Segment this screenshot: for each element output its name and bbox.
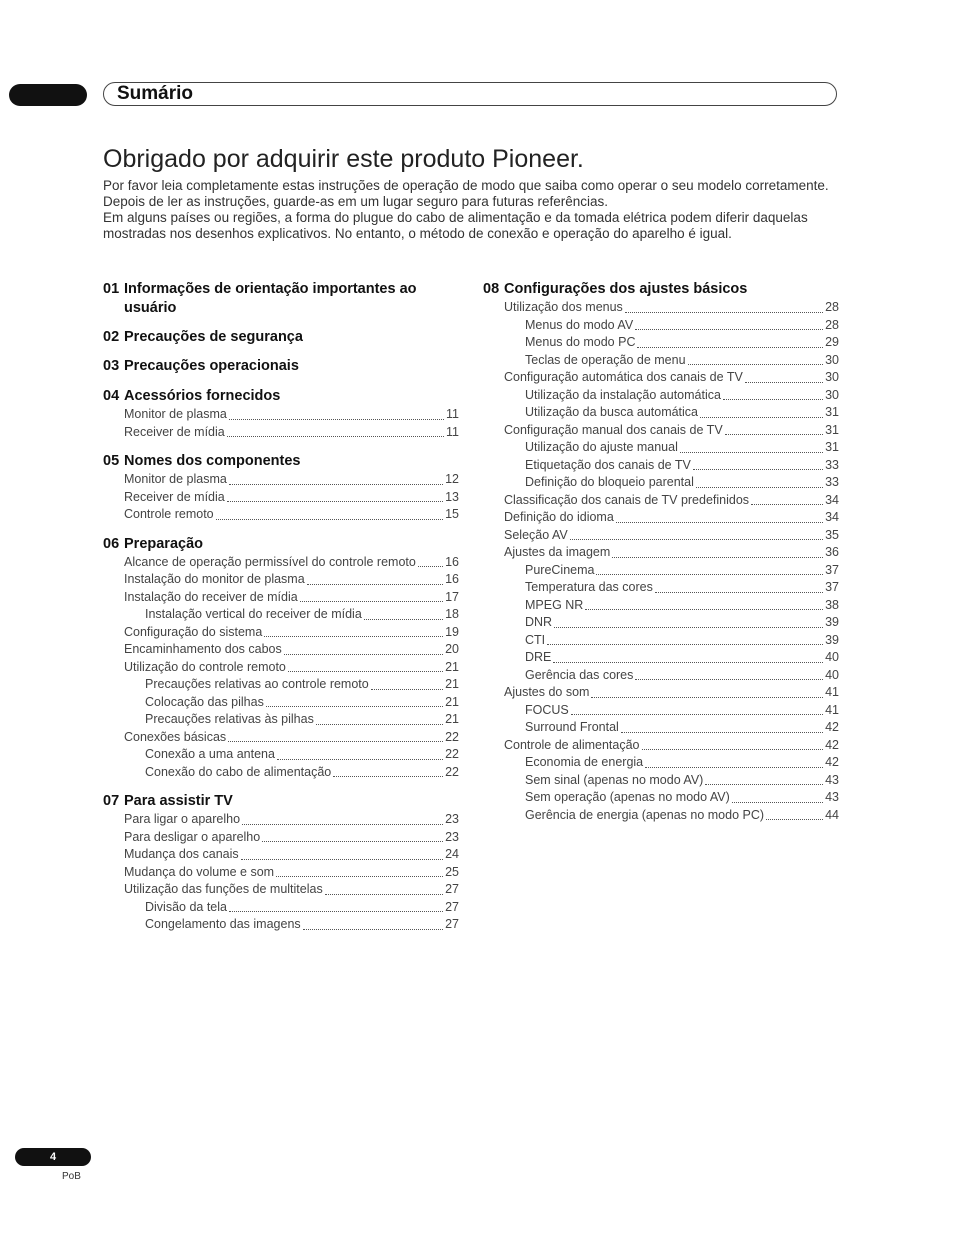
dot-leader bbox=[307, 583, 443, 585]
chapter-tab bbox=[9, 84, 87, 106]
toc-entry-page: 33 bbox=[825, 457, 839, 472]
page-title: Obrigado por adquirir este produto Pioneer. bbox=[103, 145, 584, 173]
toc-entry-label: Definição do bloqueio parental bbox=[525, 475, 694, 489]
toc-entry[interactable] bbox=[483, 719, 839, 737]
dot-leader bbox=[585, 608, 823, 610]
dot-leader bbox=[277, 758, 443, 760]
toc-entry-page: 43 bbox=[825, 790, 839, 804]
dot-leader bbox=[229, 483, 443, 485]
toc-entry[interactable] bbox=[483, 387, 839, 405]
toc-entry-page: 40 bbox=[825, 650, 839, 664]
dot-leader bbox=[554, 626, 823, 628]
toc-entry-page: 11 bbox=[446, 424, 459, 439]
toc-entry[interactable] bbox=[483, 527, 839, 545]
toc-section-07 bbox=[103, 792, 459, 934]
toc-entry-page: 33 bbox=[825, 475, 839, 489]
section-heading[interactable] bbox=[103, 387, 459, 406]
toc-entry-page: 36 bbox=[825, 545, 839, 559]
dot-leader bbox=[216, 518, 443, 520]
toc-entry[interactable] bbox=[483, 439, 839, 457]
toc-entry-page: 21 bbox=[445, 677, 459, 691]
dot-leader bbox=[266, 705, 443, 707]
toc-entry-label: Congelamento das imagens bbox=[145, 917, 301, 931]
toc-entry-page: 28 bbox=[825, 317, 839, 332]
toc-entry-label: Instalação vertical do receiver de mídia bbox=[145, 607, 362, 621]
toc-entry[interactable] bbox=[103, 471, 459, 489]
toc-entry-label: Etiquetação dos canais de TV bbox=[525, 457, 691, 472]
dot-leader bbox=[616, 521, 823, 523]
toc-entry-label: Teclas de operação de menu bbox=[525, 352, 686, 367]
toc-entry[interactable] bbox=[483, 474, 839, 492]
toc-entry[interactable] bbox=[103, 624, 459, 642]
toc-entry-page: 31 bbox=[825, 405, 839, 419]
dot-leader bbox=[229, 418, 444, 420]
dot-leader bbox=[371, 688, 443, 690]
toc-entry-page: 43 bbox=[825, 772, 839, 787]
toc-entry-label: Utilização das funções de multitelas bbox=[124, 882, 323, 896]
toc-entry[interactable] bbox=[483, 702, 839, 720]
dot-leader bbox=[284, 653, 443, 655]
dot-leader bbox=[591, 696, 823, 698]
toc-entry-label: Receiver de mídia bbox=[124, 489, 225, 504]
dot-leader bbox=[264, 635, 443, 637]
toc-entry-page: 22 bbox=[445, 729, 459, 744]
toc-entry-label: MPEG NR bbox=[525, 597, 584, 612]
dot-leader bbox=[262, 840, 443, 842]
toc-entry-page: 16 bbox=[445, 572, 459, 586]
toc-entry[interactable] bbox=[483, 667, 839, 685]
toc-entry[interactable] bbox=[483, 807, 839, 825]
section-title: Para assistir TV bbox=[124, 793, 233, 809]
toc-entry-label: Configuração do sistema bbox=[124, 624, 263, 639]
toc-entry-label: Conexões básicas bbox=[124, 729, 227, 744]
dot-leader bbox=[732, 801, 823, 803]
toc-entry[interactable] bbox=[103, 489, 459, 507]
dot-leader bbox=[364, 618, 443, 620]
toc-entry-label: Ajustes da imagem bbox=[504, 545, 611, 559]
toc-entry[interactable] bbox=[103, 406, 459, 424]
toc-entry-label: Divisão da tela bbox=[145, 899, 227, 914]
toc-entry-page: 25 bbox=[445, 864, 459, 879]
toc-entry[interactable] bbox=[103, 764, 459, 782]
toc-entry[interactable] bbox=[103, 746, 459, 764]
dot-leader bbox=[242, 823, 443, 825]
toc-entry[interactable] bbox=[103, 676, 459, 694]
toc-entry-label: Alcance de operação permissível do controle remoto bbox=[124, 554, 416, 569]
toc-entry[interactable] bbox=[483, 579, 839, 597]
toc-entry[interactable] bbox=[483, 649, 839, 667]
dot-leader bbox=[680, 451, 823, 453]
section-number: 06 bbox=[103, 535, 120, 552]
toc-entry-page: 23 bbox=[445, 829, 459, 844]
toc-entry-label: Mudança dos canais bbox=[124, 847, 239, 861]
dot-leader bbox=[596, 573, 823, 575]
section-title: Nomes dos componentes bbox=[124, 453, 301, 469]
dot-leader bbox=[645, 766, 823, 768]
toc-entry[interactable] bbox=[483, 352, 839, 370]
section-number: 08 bbox=[483, 281, 500, 297]
toc-entry-label: Precauções relativas às pilhas bbox=[145, 712, 314, 726]
toc-entry[interactable] bbox=[103, 811, 459, 829]
toc-entry-label: Utilização da instalação automática bbox=[525, 387, 721, 402]
toc-entry[interactable] bbox=[483, 754, 839, 772]
section-number: 04 bbox=[103, 388, 120, 404]
dot-leader bbox=[229, 910, 443, 912]
toc-entry[interactable] bbox=[103, 606, 459, 624]
toc-entry-label: Seleção AV bbox=[504, 527, 568, 542]
toc-entry[interactable] bbox=[483, 317, 839, 335]
toc-section-06 bbox=[103, 535, 459, 782]
dot-leader bbox=[227, 435, 444, 437]
toc-entry-label: Conexão do cabo de alimentação bbox=[145, 764, 332, 779]
dot-leader bbox=[303, 928, 443, 930]
toc-entry-label: Ajustes do som bbox=[504, 685, 590, 699]
section-number: 01 bbox=[103, 281, 120, 297]
toc-entry[interactable] bbox=[483, 404, 839, 422]
dot-leader bbox=[333, 775, 443, 777]
toc-entry-label: Gerência de energia (apenas no modo PC) bbox=[525, 807, 765, 822]
toc-entry-page: 41 bbox=[825, 685, 839, 699]
toc-entry-label: Sem sinal (apenas no modo AV) bbox=[525, 772, 704, 787]
toc-entry-page: 17 bbox=[445, 589, 459, 604]
toc-entry-label: Utilização do ajuste manual bbox=[525, 440, 678, 454]
toc-entry-page: 30 bbox=[825, 387, 839, 402]
toc-entry-page: 18 bbox=[445, 607, 459, 621]
toc-entry-page: 42 bbox=[825, 755, 839, 769]
toc-entry-page: 15 bbox=[445, 507, 459, 521]
toc-entry[interactable] bbox=[483, 422, 839, 440]
toc-entry-page: 44 bbox=[825, 807, 839, 822]
dot-leader bbox=[300, 600, 443, 602]
intro-paragraph: Por favor leia completamente estas instruções de operação de modo que saiba como operar o seu modelo corretamente. Depois de ler as instruções, guarde-as em um lugar seguro para futuras referências. bbox=[103, 178, 829, 209]
toc-entry-page: 37 bbox=[825, 580, 839, 594]
toc-entry-label: Utilização da busca automática bbox=[525, 405, 699, 419]
toc-entry-label: Surround Frontal bbox=[525, 720, 619, 734]
toc-entry-page: 19 bbox=[445, 624, 459, 639]
toc-entry-label: FOCUS bbox=[525, 702, 569, 717]
toc-entry[interactable] bbox=[103, 641, 459, 659]
toc-entry-label: Colocação das pilhas bbox=[145, 694, 264, 709]
toc-entry-label: Utilização dos menus bbox=[504, 300, 623, 314]
toc-entry[interactable] bbox=[103, 424, 459, 442]
dot-leader bbox=[571, 713, 823, 715]
toc-entry[interactable] bbox=[483, 772, 839, 790]
section-heading[interactable] bbox=[103, 792, 459, 811]
toc-entry-label: Configuração manual dos canais de TV bbox=[504, 422, 723, 437]
toc-entry-page: 24 bbox=[445, 847, 459, 861]
toc-entry[interactable] bbox=[483, 562, 839, 580]
toc-entry-label: Conexão a uma antena bbox=[145, 747, 275, 761]
toc-entry-page: 42 bbox=[825, 720, 839, 734]
toc-entry-page: 23 bbox=[445, 812, 459, 826]
toc-left-column bbox=[103, 280, 459, 934]
section-number: 07 bbox=[103, 793, 120, 809]
header-bar bbox=[103, 82, 837, 106]
section-heading[interactable] bbox=[103, 280, 459, 318]
dot-leader bbox=[655, 591, 823, 593]
intro-paragraph: Em alguns países ou regiões, a forma do plugue do cabo de alimentação e da tomada elétrica podem diferir daquelas mostradas nos desenhos explicativos. No entanto, o método de conexão e operação do aparelho é igual. bbox=[103, 210, 808, 241]
toc-entry-label: Temperatura das cores bbox=[525, 580, 653, 594]
toc-entry-label: Mudança do volume e som bbox=[124, 864, 275, 879]
toc-entry-page: 21 bbox=[445, 694, 459, 709]
toc-section-01 bbox=[103, 280, 459, 318]
toc-entry-page: 16 bbox=[445, 554, 459, 569]
toc-entry-page: 22 bbox=[445, 764, 459, 779]
dot-leader bbox=[288, 670, 443, 672]
section-number: 02 bbox=[103, 329, 120, 345]
toc-entry[interactable] bbox=[483, 369, 839, 387]
toc-entry-label: Menus do modo AV bbox=[525, 317, 634, 332]
dot-leader bbox=[418, 565, 443, 567]
section-title: Precauções de segurança bbox=[124, 329, 303, 345]
section-heading[interactable] bbox=[483, 280, 839, 299]
toc-entry[interactable] bbox=[483, 457, 839, 475]
dot-leader bbox=[700, 416, 823, 418]
dot-leader bbox=[696, 486, 823, 488]
toc-entry-page: 39 bbox=[825, 632, 839, 647]
dot-leader bbox=[725, 433, 823, 435]
toc-section-05 bbox=[103, 452, 459, 524]
header-title: Sumário bbox=[117, 83, 194, 104]
toc-entry-page: 21 bbox=[445, 712, 459, 726]
toc-entry[interactable] bbox=[103, 554, 459, 572]
section-title: Preparação bbox=[124, 535, 203, 552]
toc-entry[interactable] bbox=[103, 694, 459, 712]
toc-entry-page: 22 bbox=[445, 747, 459, 761]
dot-leader bbox=[642, 748, 824, 750]
toc-entry-page: 28 bbox=[825, 300, 839, 314]
section-heading[interactable] bbox=[103, 452, 459, 471]
toc-entry[interactable] bbox=[103, 729, 459, 747]
language-code: PoB bbox=[62, 1171, 81, 1182]
toc-entry[interactable] bbox=[483, 737, 839, 755]
toc-entry[interactable] bbox=[483, 597, 839, 615]
dot-leader bbox=[766, 818, 823, 820]
toc-section-08 bbox=[483, 280, 839, 824]
toc-entry-label: Receiver de mídia bbox=[124, 424, 225, 439]
dot-leader bbox=[227, 500, 443, 502]
toc-entry-page: 29 bbox=[825, 335, 839, 349]
toc-entry-label: Monitor de plasma bbox=[124, 407, 227, 421]
toc-entry-page: 12 bbox=[445, 472, 459, 486]
toc-entry-label: CTI bbox=[525, 632, 546, 647]
section-heading[interactable] bbox=[103, 535, 459, 554]
toc-entry[interactable] bbox=[103, 916, 459, 934]
toc-entry[interactable] bbox=[103, 571, 459, 589]
toc-entry[interactable] bbox=[103, 864, 459, 882]
toc-entry-label: Sem operação (apenas no modo AV) bbox=[525, 790, 730, 804]
toc-entry-label: Instalação do receiver de mídia bbox=[124, 589, 298, 604]
dot-leader bbox=[316, 723, 443, 725]
toc-entry[interactable] bbox=[103, 711, 459, 729]
toc-entry-label: Instalação do monitor de plasma bbox=[124, 572, 305, 586]
toc-entry-label: Controle remoto bbox=[124, 507, 214, 521]
toc-entry-label: Para desligar o aparelho bbox=[124, 829, 261, 844]
toc-entry[interactable] bbox=[103, 899, 459, 917]
dot-leader bbox=[621, 731, 823, 733]
toc-entry[interactable] bbox=[483, 492, 839, 510]
toc-entry-page: 31 bbox=[825, 422, 839, 437]
section-title: Informações de orientação importantes ao usuário bbox=[124, 281, 417, 316]
dot-leader bbox=[693, 468, 823, 470]
toc-section-04 bbox=[103, 387, 459, 441]
dot-leader bbox=[705, 783, 823, 785]
toc-entry[interactable] bbox=[103, 846, 459, 864]
dot-leader bbox=[276, 875, 443, 877]
dot-leader bbox=[547, 643, 823, 645]
toc-entry-page: 30 bbox=[825, 370, 839, 384]
section-title: Configurações dos ajustes básicos bbox=[504, 281, 748, 297]
toc-entry-label: Gerência das cores bbox=[525, 667, 634, 682]
toc-entry[interactable] bbox=[103, 506, 459, 524]
dot-leader bbox=[637, 346, 823, 348]
toc-entry-page: 31 bbox=[825, 440, 839, 454]
toc-entry-label: DNR bbox=[525, 615, 553, 629]
toc-entry-page: 27 bbox=[445, 899, 459, 914]
toc-entry-page: 42 bbox=[825, 737, 839, 752]
toc-entry-label: DRE bbox=[525, 650, 552, 664]
dot-leader bbox=[325, 893, 443, 895]
dot-leader bbox=[228, 740, 443, 742]
dot-leader bbox=[553, 661, 823, 663]
toc-entry[interactable] bbox=[483, 509, 839, 527]
section-title: Acessórios fornecidos bbox=[124, 388, 281, 404]
dot-leader bbox=[635, 678, 823, 680]
toc-entry-label: Controle de alimentação bbox=[504, 737, 640, 752]
dot-leader bbox=[751, 503, 823, 505]
dot-leader bbox=[745, 381, 823, 383]
toc-entry[interactable] bbox=[483, 614, 839, 632]
toc-entry-label: Precauções relativas ao controle remoto bbox=[145, 677, 369, 691]
toc-entry[interactable] bbox=[103, 829, 459, 847]
toc-entry-label: Economia de energia bbox=[525, 755, 644, 769]
toc-entry[interactable] bbox=[483, 789, 839, 807]
toc-entry-page: 20 bbox=[445, 642, 459, 656]
toc-entry[interactable] bbox=[103, 881, 459, 899]
dot-leader bbox=[241, 858, 443, 860]
toc-entry-page: 38 bbox=[825, 597, 839, 612]
section-number: 05 bbox=[103, 453, 120, 469]
toc-section-02 bbox=[103, 328, 459, 347]
dot-leader bbox=[635, 328, 823, 330]
toc-entry-label: Encaminhamento dos cabos bbox=[124, 642, 282, 656]
toc-right-column bbox=[483, 280, 839, 824]
dot-leader bbox=[688, 363, 824, 365]
toc-entry-page: 21 bbox=[445, 659, 459, 674]
toc-entry-page: 27 bbox=[445, 917, 459, 931]
toc-entry-page: 30 bbox=[825, 352, 839, 367]
section-heading[interactable] bbox=[103, 328, 459, 347]
toc-section-03 bbox=[103, 357, 459, 376]
dot-leader bbox=[723, 398, 823, 400]
toc-entry-label: Para ligar o aparelho bbox=[124, 812, 241, 826]
toc-entry-page: 34 bbox=[825, 492, 839, 507]
intro-text bbox=[103, 178, 843, 242]
toc-entry-label: Monitor de plasma bbox=[124, 472, 227, 486]
toc-entry-label: Classificação dos canais de TV predefinidos bbox=[504, 492, 750, 507]
toc-entry-label: Configuração automática dos canais de TV bbox=[504, 370, 743, 384]
section-title: Precauções operacionais bbox=[124, 358, 299, 374]
toc-entry-label: PureCinema bbox=[525, 562, 595, 577]
toc-entry-page: 27 bbox=[445, 882, 459, 896]
toc-entry-page: 39 bbox=[825, 615, 839, 629]
toc-entry[interactable] bbox=[483, 684, 839, 702]
dot-leader bbox=[612, 556, 823, 558]
section-heading[interactable] bbox=[103, 357, 459, 376]
toc-entry-page: 40 bbox=[825, 667, 839, 682]
toc-entry-page: 34 bbox=[825, 510, 839, 524]
toc-entry-page: 35 bbox=[825, 527, 839, 542]
toc-entry-label: Definição do idioma bbox=[504, 510, 614, 524]
dot-leader bbox=[570, 538, 823, 540]
toc-entry[interactable] bbox=[483, 632, 839, 650]
toc-entry[interactable] bbox=[483, 334, 839, 352]
toc-entry-label: Menus do modo PC bbox=[525, 335, 636, 349]
toc-entry[interactable] bbox=[483, 299, 839, 317]
toc-entry[interactable] bbox=[103, 659, 459, 677]
toc-entry[interactable] bbox=[103, 589, 459, 607]
section-number: 03 bbox=[103, 358, 120, 374]
dot-leader bbox=[625, 311, 823, 313]
toc-entry-label: Utilização do controle remoto bbox=[124, 659, 286, 674]
page-number-badge: 4 bbox=[15, 1148, 91, 1166]
toc-entry[interactable] bbox=[483, 544, 839, 562]
toc-entry-page: 41 bbox=[825, 702, 839, 717]
toc-entry-page: 37 bbox=[825, 562, 839, 577]
toc-entry-page: 11 bbox=[446, 407, 459, 421]
toc-entry-page: 13 bbox=[445, 489, 459, 504]
